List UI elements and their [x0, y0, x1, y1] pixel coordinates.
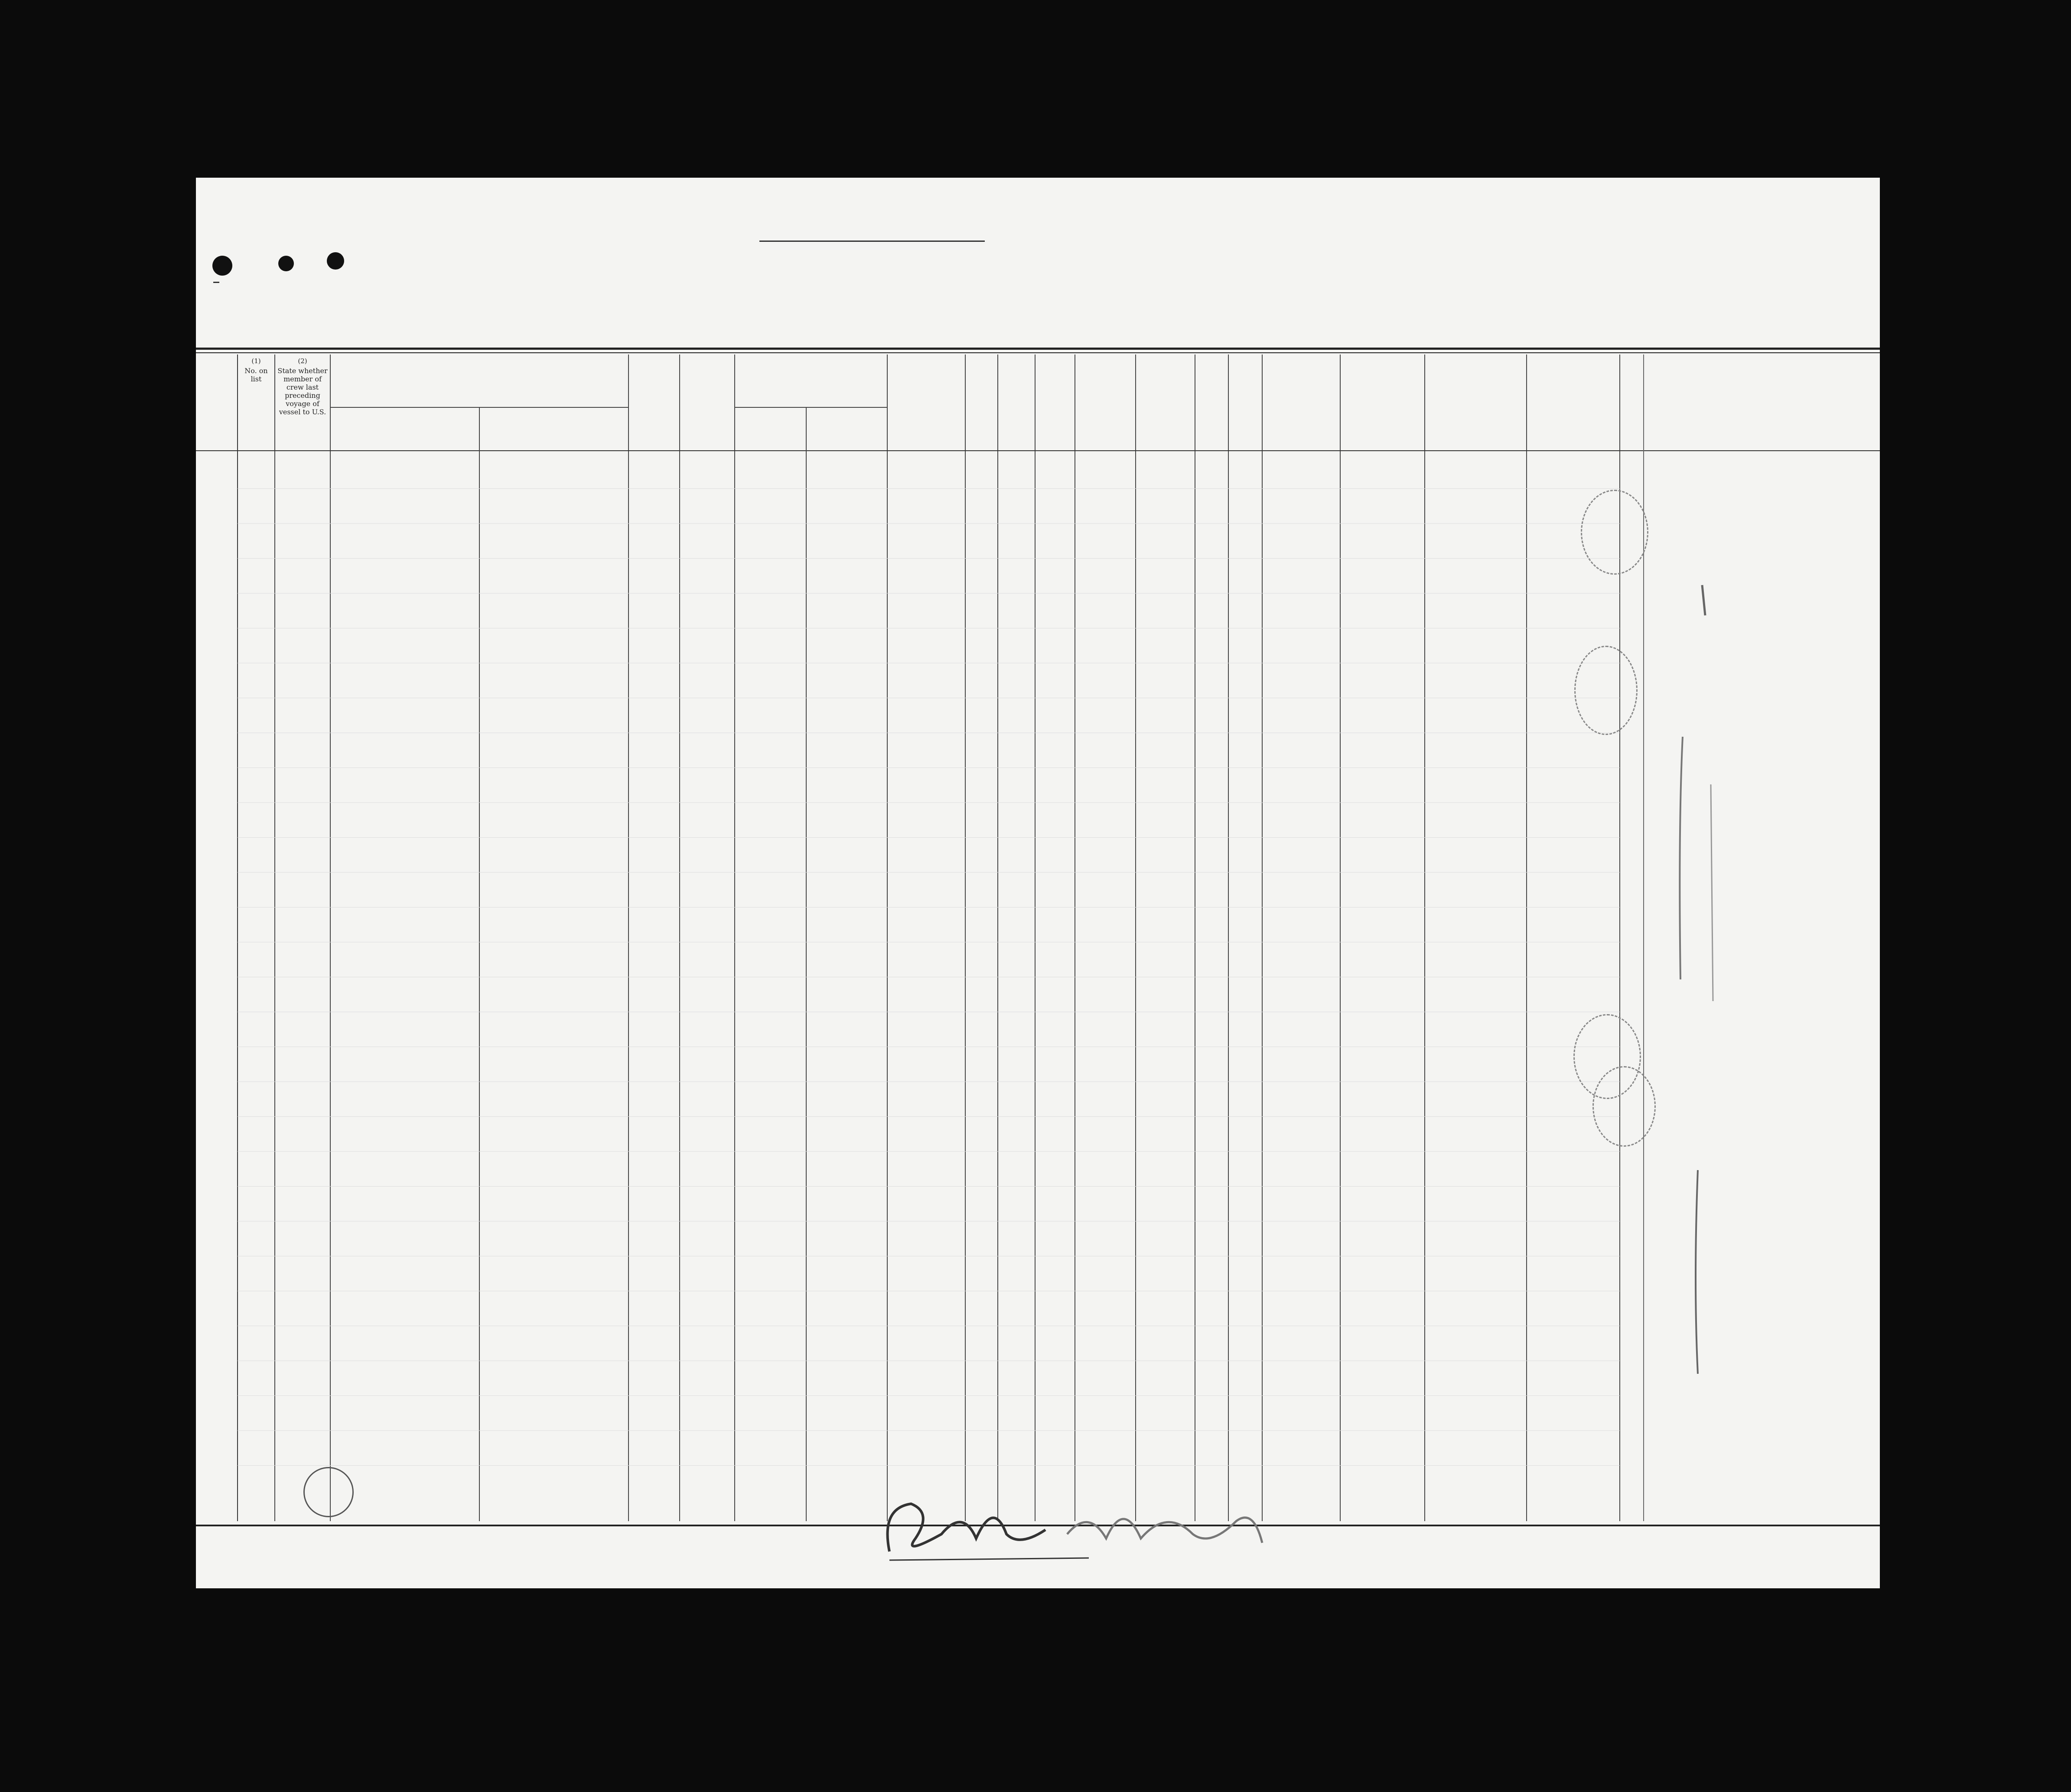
column-label: State whether member of crew last preceding voyage of vessel to U.S. [277, 367, 328, 416]
manifest-sheet [196, 178, 1880, 1588]
circled-count [303, 1467, 354, 1517]
inspector-signature [863, 1482, 1427, 1564]
column-number: (2) [298, 357, 307, 365]
column-label: No. on list [244, 367, 268, 383]
column-number: (1) [251, 357, 261, 365]
inspector-pen-marks [196, 178, 1880, 1588]
